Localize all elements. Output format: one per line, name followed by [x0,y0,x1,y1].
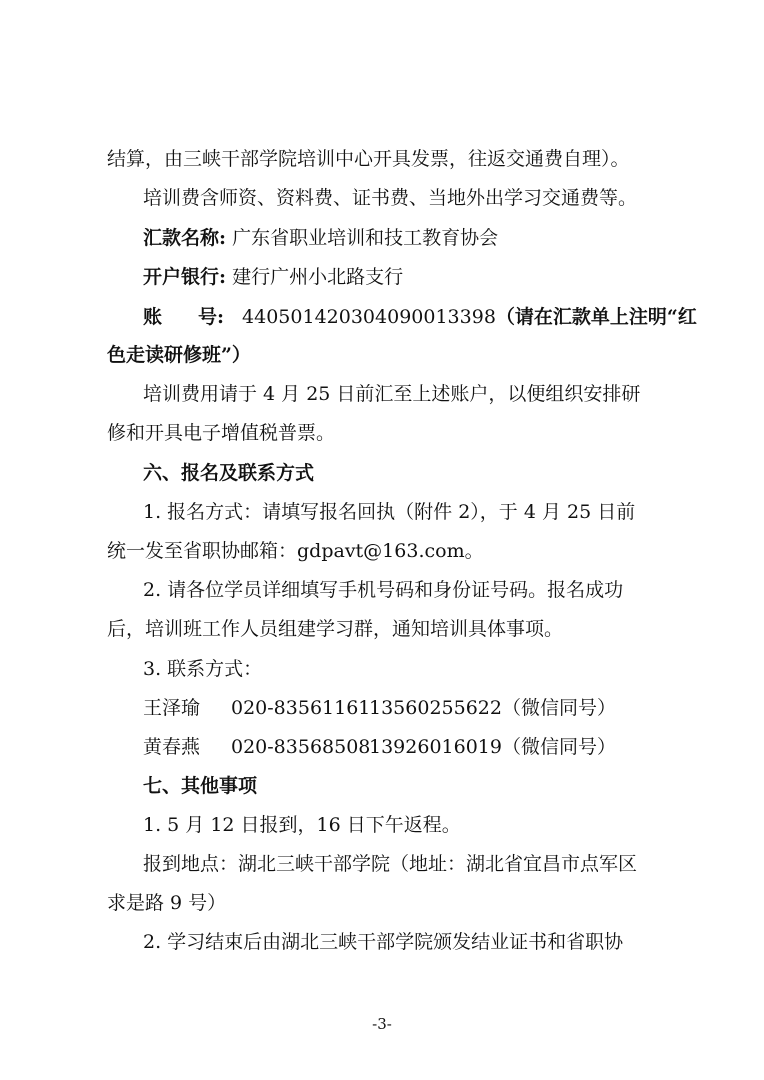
section-heading-registration: 六、报名及联系方式 [143,462,315,484]
paragraph-line: 修和开具电子增值税普票。 [107,422,336,444]
contact-heading: 3. 联系方式： [143,658,263,680]
contact-phone: 020-83561161 [231,697,371,719]
contact-row [0,734,764,760]
section-heading-other: 七、其他事项 [143,775,258,797]
contact-note: （微信同号） [501,736,616,758]
account-line [0,304,764,330]
contact-mobile: 13560255622 [369,697,502,719]
email-line: 统一发至省职协邮箱：gdpavt@163.com。 [107,540,484,562]
remit-name-value: 广东省职业培训和技工教育协会 [232,227,499,249]
bank-label: 开户银行: [143,266,227,288]
paragraph-line: 后，培训班工作人员组建学习群，通知培训具体事项。 [107,618,564,640]
paragraph-line: 1. 报名方式：请填写报名回执（附件 2），于 4 月 25 日前 [143,501,636,523]
paragraph-line: 2. 请各位学员详细填写手机号码和身份证号码。报名成功 [143,579,624,601]
account-note-continued: 色走读研修班”） [107,344,251,366]
paragraph-line: 求是路 9 号） [107,892,227,914]
paragraph-line: 结算，由三峡干部学院培训中心开具发票，往返交通费自理）。 [107,148,630,170]
contact-note: （微信同号） [501,697,616,719]
contact-mobile: 13926016019 [369,736,502,758]
contact-phone: 020-83568508 [231,736,371,758]
paragraph-line: 1. 5 月 12 日报到，16 日下午返程。 [143,814,461,836]
page-number: -3- [372,1015,392,1033]
paragraph-line: 培训费含师资、资料费、证书费、当地外出学习交通费等。 [143,187,638,209]
paragraph-line: 2. 学习结束后由湖北三峡干部学院颁发结业证书和省职协 [143,931,624,953]
remit-name-label: 汇款名称: [143,227,227,249]
account-note: （请在汇款单上注明“红 [495,306,697,328]
account-label-part: 号: [198,306,225,328]
account-label-part: 账 [143,306,163,328]
account-label [143,304,236,330]
bank-line [0,264,764,290]
contact-row [0,695,764,721]
paragraph-line: 培训费用请于 4 月 25 日前汇至上述账户，以便组织安排研 [143,383,641,405]
contact-name: 王泽瑜 [143,697,201,719]
account-number: 440501420304090013398 [242,306,496,328]
contact-name: 黄春燕 [143,736,201,758]
bank-value: 建行广州小北路支行 [232,266,404,288]
paragraph-line: 报到地点：湖北三峡干部学院（地址：湖北省宜昌市点军区 [143,853,638,875]
remit-name-line [0,225,764,251]
